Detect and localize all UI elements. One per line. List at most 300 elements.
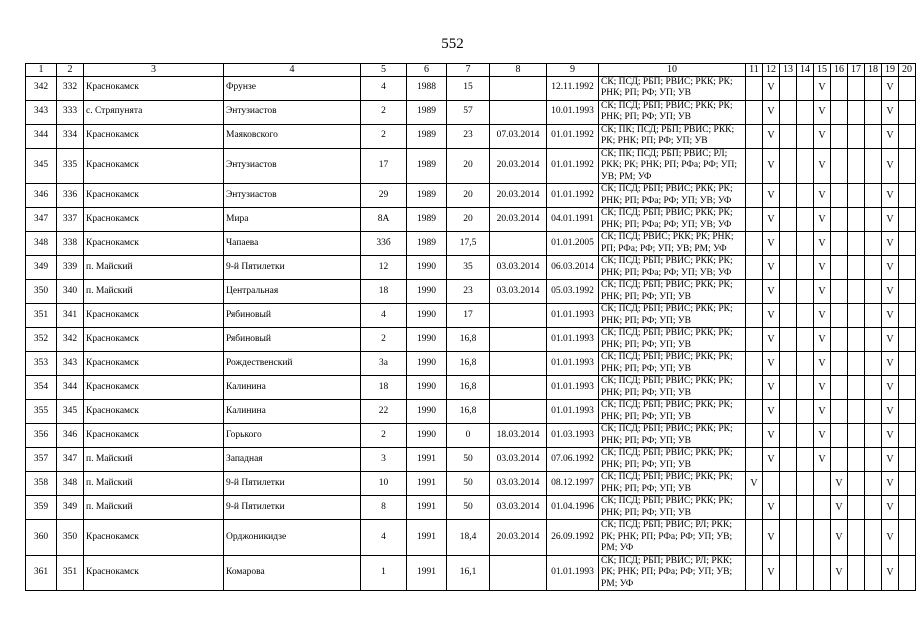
street-cell: Центральная [224, 280, 361, 304]
mark-cell [848, 376, 865, 400]
mark-cell [899, 424, 916, 448]
mark-cell [746, 304, 763, 328]
mark-cell [865, 520, 882, 556]
column-header: 12 [763, 64, 780, 77]
table-row [26, 496, 916, 520]
column-7-cell: 20 [447, 148, 490, 184]
column-9-date-cell: 01.01.1993 [547, 376, 599, 400]
column-header: 17 [848, 64, 865, 77]
services-cell: СК; ПСД; РБП; РВИС; РКК; РК; РНК; РП; РФ; УП; УВ [599, 328, 746, 352]
settlement-cell: Краснокамск [84, 352, 224, 376]
row-number-cell: 349 [26, 256, 57, 280]
mark-cell [780, 496, 797, 520]
column-header: 18 [865, 64, 882, 77]
mark-cell [831, 424, 848, 448]
services-cell: СК; ПСД; РБП; РВИС; РКК; РК; РНК; РП; РФ; УП; УВ [599, 472, 746, 496]
house-number-cell: 2 [361, 100, 407, 124]
year-cell: 1990 [407, 424, 447, 448]
services-cell: СК; ПСД; РБП; РВИС; РКК; РК; РНК; РП; РФа; РФ; УП; УВ; УФ [599, 208, 746, 232]
table-row [26, 424, 916, 448]
settlement-cell: Краснокамск [84, 376, 224, 400]
mark-cell: V [763, 208, 780, 232]
row-number-cell: 344 [26, 124, 57, 148]
mark-cell: V [882, 328, 899, 352]
mark-cell: V [814, 304, 831, 328]
mark-cell [865, 496, 882, 520]
record-number-cell: 340 [57, 280, 84, 304]
mark-cell [848, 472, 865, 496]
table-row [26, 400, 916, 424]
column-8-date-cell: 20.03.2014 [490, 184, 547, 208]
mark-cell [763, 472, 780, 496]
column-9-date-cell: 10.01.1993 [547, 100, 599, 124]
column-9-date-cell: 01.01.1993 [547, 328, 599, 352]
record-number-cell: 335 [57, 148, 84, 184]
mark-cell [797, 496, 814, 520]
table-row [26, 232, 916, 256]
table-row [26, 304, 916, 328]
mark-cell [865, 555, 882, 591]
column-9-date-cell: 01.01.1992 [547, 148, 599, 184]
mark-cell: V [763, 100, 780, 124]
mark-cell [746, 184, 763, 208]
mark-cell [746, 376, 763, 400]
settlement-cell: Краснокамск [84, 124, 224, 148]
settlement-cell: с. Стряпунята [84, 100, 224, 124]
mark-cell: V [882, 304, 899, 328]
mark-cell: V [763, 448, 780, 472]
mark-cell [797, 208, 814, 232]
row-number-cell: 359 [26, 496, 57, 520]
house-number-cell: 4 [361, 76, 407, 100]
record-number-cell: 347 [57, 448, 84, 472]
column-8-date-cell [490, 76, 547, 100]
settlement-cell: Краснокамск [84, 304, 224, 328]
row-number-cell: 347 [26, 208, 57, 232]
row-number-cell: 356 [26, 424, 57, 448]
table-row [26, 376, 916, 400]
mark-cell [780, 304, 797, 328]
mark-cell: V [814, 100, 831, 124]
settlement-cell: Краснокамск [84, 184, 224, 208]
mark-cell [899, 352, 916, 376]
mark-cell [780, 124, 797, 148]
services-cell: СК; ПСД; РБП; РВИС; РКК; РК; РНК; РП; РФ; УП; УВ [599, 352, 746, 376]
mark-cell [848, 256, 865, 280]
mark-cell: V [814, 208, 831, 232]
street-cell: Рябиновый [224, 304, 361, 328]
mark-cell [746, 328, 763, 352]
record-number-cell: 339 [57, 256, 84, 280]
mark-cell: V [763, 328, 780, 352]
column-7-cell: 16,8 [447, 352, 490, 376]
mark-cell [899, 148, 916, 184]
row-number-cell: 353 [26, 352, 57, 376]
column-9-date-cell: 12.11.1992 [547, 76, 599, 100]
mark-cell: V [763, 304, 780, 328]
mark-cell [865, 208, 882, 232]
year-cell: 1991 [407, 520, 447, 556]
row-number-cell: 346 [26, 184, 57, 208]
settlement-cell: п. Майский [84, 280, 224, 304]
year-cell: 1990 [407, 400, 447, 424]
column-8-date-cell [490, 328, 547, 352]
column-8-date-cell: 03.03.2014 [490, 256, 547, 280]
settlement-cell: Краснокамск [84, 208, 224, 232]
settlement-cell: п. Майский [84, 496, 224, 520]
mark-cell: V [814, 184, 831, 208]
mark-cell [831, 100, 848, 124]
mark-cell [848, 448, 865, 472]
mark-cell [848, 280, 865, 304]
mark-cell: V [882, 208, 899, 232]
mark-cell [848, 424, 865, 448]
settlement-cell: п. Майский [84, 472, 224, 496]
mark-cell: V [814, 376, 831, 400]
mark-cell: V [763, 280, 780, 304]
mark-cell [780, 400, 797, 424]
column-header: 3 [84, 64, 224, 77]
column-7-cell: 16,8 [447, 400, 490, 424]
table-row [26, 555, 916, 591]
mark-cell [899, 448, 916, 472]
mark-cell: V [763, 496, 780, 520]
year-cell: 1991 [407, 448, 447, 472]
mark-cell [780, 208, 797, 232]
services-cell: СК; ПСД; РБП; РВИС; РКК; РК; РНК; РП; РФ; УП; УВ [599, 376, 746, 400]
house-number-cell: 2 [361, 328, 407, 352]
street-cell: Энтузиастов [224, 100, 361, 124]
column-8-date-cell: 03.03.2014 [490, 448, 547, 472]
year-cell: 1991 [407, 496, 447, 520]
settlement-cell: Краснокамск [84, 76, 224, 100]
year-cell: 1988 [407, 76, 447, 100]
column-7-cell: 50 [447, 496, 490, 520]
mark-cell [848, 76, 865, 100]
mark-cell [899, 280, 916, 304]
mark-cell [746, 555, 763, 591]
year-cell: 1990 [407, 328, 447, 352]
mark-cell [865, 256, 882, 280]
year-cell: 1990 [407, 352, 447, 376]
services-cell: СК; ПСД; РБП; РВИС; РЛ; РКК; РК; РНК; РП; РФа; РФ; УП; УВ; РМ; УФ [599, 520, 746, 556]
mark-cell: V [814, 76, 831, 100]
mark-cell: V [814, 280, 831, 304]
mark-cell: V [882, 424, 899, 448]
street-cell: Западная [224, 448, 361, 472]
mark-cell [780, 555, 797, 591]
record-number-cell: 336 [57, 184, 84, 208]
mark-cell: V [882, 400, 899, 424]
mark-cell [814, 472, 831, 496]
house-number-cell: 3а [361, 352, 407, 376]
column-header: 7 [447, 64, 490, 77]
mark-cell [797, 280, 814, 304]
mark-cell [848, 352, 865, 376]
mark-cell [746, 100, 763, 124]
mark-cell [899, 256, 916, 280]
column-8-date-cell: 03.03.2014 [490, 280, 547, 304]
year-cell: 1991 [407, 555, 447, 591]
mark-cell: V [831, 520, 848, 556]
mark-cell [831, 328, 848, 352]
record-number-cell: 337 [57, 208, 84, 232]
table-row [26, 184, 916, 208]
mark-cell [831, 400, 848, 424]
settlement-cell: Краснокамск [84, 400, 224, 424]
mark-cell [814, 555, 831, 591]
record-number-cell: 345 [57, 400, 84, 424]
year-cell: 1989 [407, 124, 447, 148]
column-header: 13 [780, 64, 797, 77]
mark-cell [780, 232, 797, 256]
column-7-cell: 0 [447, 424, 490, 448]
services-cell: СК; ПСД; РБП; РВИС; РКК; РК; РНК; РП; РФ; УП; УВ [599, 424, 746, 448]
column-9-date-cell: 05.03.1992 [547, 280, 599, 304]
street-cell: Энтузиастов [224, 148, 361, 184]
house-number-cell: 3 [361, 448, 407, 472]
page-number: 552 [441, 36, 464, 52]
mark-cell [848, 184, 865, 208]
column-9-date-cell: 01.01.1993 [547, 304, 599, 328]
mark-cell: V [814, 124, 831, 148]
year-cell: 1990 [407, 280, 447, 304]
mark-cell: V [882, 76, 899, 100]
table-row [26, 76, 916, 100]
record-number-cell: 343 [57, 352, 84, 376]
column-header: 11 [746, 64, 763, 77]
services-cell: СК; ПК; ПСД; РБП; РВИС; РЛ; РКК; РК; РНК; РП; РФа; РФ; УП; УВ; РМ; УФ [599, 148, 746, 184]
mark-cell [814, 520, 831, 556]
mark-cell [780, 520, 797, 556]
year-cell: 1989 [407, 100, 447, 124]
house-number-cell: 4 [361, 304, 407, 328]
column-header: 2 [57, 64, 84, 77]
mark-cell [848, 328, 865, 352]
mark-cell: V [882, 124, 899, 148]
record-number-cell: 350 [57, 520, 84, 556]
mark-cell [865, 448, 882, 472]
table-row [26, 124, 916, 148]
row-number-cell: 345 [26, 148, 57, 184]
house-number-cell: 17 [361, 148, 407, 184]
table-row [26, 148, 916, 184]
mark-cell [746, 124, 763, 148]
mark-cell [797, 472, 814, 496]
street-cell: Чапаева [224, 232, 361, 256]
mark-cell: V [882, 184, 899, 208]
mark-cell [899, 184, 916, 208]
street-cell: 9-й Пятилетки [224, 472, 361, 496]
column-9-date-cell: 07.06.1992 [547, 448, 599, 472]
mark-cell: V [814, 256, 831, 280]
mark-cell [848, 555, 865, 591]
mark-cell [780, 424, 797, 448]
mark-cell [848, 304, 865, 328]
settlement-cell: Краснокамск [84, 328, 224, 352]
column-header: 16 [831, 64, 848, 77]
house-number-cell: 22 [361, 400, 407, 424]
column-header: 8 [490, 64, 547, 77]
mark-cell [865, 148, 882, 184]
housing-registry-table [25, 63, 916, 591]
mark-cell [746, 232, 763, 256]
column-8-date-cell [490, 352, 547, 376]
mark-cell [746, 520, 763, 556]
mark-cell [746, 496, 763, 520]
house-number-cell: 18 [361, 280, 407, 304]
street-cell: Орджоникидзе [224, 520, 361, 556]
record-number-cell: 338 [57, 232, 84, 256]
mark-cell [746, 280, 763, 304]
column-8-date-cell: 03.03.2014 [490, 472, 547, 496]
column-7-cell: 16,8 [447, 376, 490, 400]
record-number-cell: 332 [57, 76, 84, 100]
year-cell: 1990 [407, 256, 447, 280]
mark-cell [865, 328, 882, 352]
mark-cell [831, 208, 848, 232]
table-row [26, 448, 916, 472]
mark-cell [831, 148, 848, 184]
row-number-cell: 348 [26, 232, 57, 256]
services-cell: СК; ПСД; РБП; РВИС; РЛ; РКК; РК; РНК; РП; РФа; РФ; УП; УВ; РМ; УФ [599, 555, 746, 591]
settlement-cell: Краснокамск [84, 520, 224, 556]
house-number-cell: 18 [361, 376, 407, 400]
street-cell: Фрунзе [224, 76, 361, 100]
mark-cell [780, 352, 797, 376]
mark-cell [780, 184, 797, 208]
mark-cell: V [814, 148, 831, 184]
column-9-date-cell: 01.01.1992 [547, 124, 599, 148]
mark-cell [780, 472, 797, 496]
mark-cell [848, 400, 865, 424]
mark-cell: V [763, 352, 780, 376]
year-cell: 1989 [407, 148, 447, 184]
mark-cell [848, 520, 865, 556]
house-number-cell: 10 [361, 472, 407, 496]
services-cell: СК; ПСД; РБП; РВИС; РКК; РК; РНК; РП; РФ; УП; УВ [599, 448, 746, 472]
mark-cell: V [882, 100, 899, 124]
house-number-cell: 8А [361, 208, 407, 232]
mark-cell: V [763, 124, 780, 148]
column-9-date-cell: 08.12.1997 [547, 472, 599, 496]
mark-cell [899, 76, 916, 100]
mark-cell: V [763, 256, 780, 280]
street-cell: Горького [224, 424, 361, 448]
mark-cell [797, 520, 814, 556]
column-8-date-cell: 20.03.2014 [490, 520, 547, 556]
mark-cell: V [831, 472, 848, 496]
mark-cell [746, 352, 763, 376]
column-9-date-cell: 01.01.1993 [547, 400, 599, 424]
services-cell: СК; ПСД; РБП; РВИС; РКК; РК; РНК; РП; РФ; УП; УВ [599, 280, 746, 304]
column-8-date-cell [490, 400, 547, 424]
mark-cell [797, 376, 814, 400]
mark-cell [831, 304, 848, 328]
mark-cell [899, 400, 916, 424]
mark-cell [797, 76, 814, 100]
column-header: 6 [407, 64, 447, 77]
record-number-cell: 334 [57, 124, 84, 148]
mark-cell [780, 148, 797, 184]
mark-cell [797, 352, 814, 376]
record-number-cell: 341 [57, 304, 84, 328]
column-header: 14 [797, 64, 814, 77]
record-number-cell: 348 [57, 472, 84, 496]
column-7-cell: 50 [447, 472, 490, 496]
mark-cell [746, 148, 763, 184]
street-cell: Рябиновый [224, 328, 361, 352]
column-9-date-cell: 04.01.1991 [547, 208, 599, 232]
services-cell: СК; ПСД; РБП; РВИС; РКК; РК; РНК; РП; РФа; РФ; УП; УВ; УФ [599, 184, 746, 208]
house-number-cell: 2 [361, 124, 407, 148]
column-8-date-cell: 18.03.2014 [490, 424, 547, 448]
row-number-cell: 351 [26, 304, 57, 328]
mark-cell: V [763, 376, 780, 400]
year-cell: 1989 [407, 232, 447, 256]
column-7-cell: 17 [447, 304, 490, 328]
mark-cell [780, 376, 797, 400]
column-8-date-cell [490, 376, 547, 400]
column-header: 19 [882, 64, 899, 77]
house-number-cell: 29 [361, 184, 407, 208]
mark-cell: V [814, 352, 831, 376]
mark-cell [865, 352, 882, 376]
column-7-cell: 50 [447, 448, 490, 472]
mark-cell [865, 376, 882, 400]
mark-cell: V [814, 448, 831, 472]
column-9-date-cell: 01.01.1993 [547, 555, 599, 591]
settlement-cell: Краснокамск [84, 148, 224, 184]
mark-cell [746, 448, 763, 472]
table-row [26, 520, 916, 556]
mark-cell [848, 124, 865, 148]
column-8-date-cell: 20.03.2014 [490, 148, 547, 184]
column-8-date-cell: 20.03.2014 [490, 208, 547, 232]
mark-cell [797, 448, 814, 472]
column-7-cell: 16,8 [447, 328, 490, 352]
year-cell: 1990 [407, 304, 447, 328]
mark-cell [831, 232, 848, 256]
column-7-cell: 23 [447, 124, 490, 148]
mark-cell [848, 496, 865, 520]
column-9-date-cell: 01.01.1992 [547, 184, 599, 208]
column-8-date-cell: 03.03.2014 [490, 496, 547, 520]
house-number-cell: 2 [361, 424, 407, 448]
mark-cell [865, 76, 882, 100]
mark-cell [797, 328, 814, 352]
mark-cell: V [882, 448, 899, 472]
row-number-cell: 358 [26, 472, 57, 496]
mark-cell [746, 208, 763, 232]
row-number-cell: 355 [26, 400, 57, 424]
mark-cell: V [831, 496, 848, 520]
column-7-cell: 16,1 [447, 555, 490, 591]
mark-cell [899, 328, 916, 352]
mark-cell: V [814, 424, 831, 448]
column-header: 5 [361, 64, 407, 77]
mark-cell [780, 100, 797, 124]
mark-cell [848, 100, 865, 124]
mark-cell [848, 232, 865, 256]
street-cell: 9-й Пятилетки [224, 256, 361, 280]
row-number-cell: 343 [26, 100, 57, 124]
mark-cell [865, 400, 882, 424]
house-number-cell: 4 [361, 520, 407, 556]
mark-cell: V [763, 148, 780, 184]
mark-cell: V [763, 184, 780, 208]
mark-cell [865, 124, 882, 148]
